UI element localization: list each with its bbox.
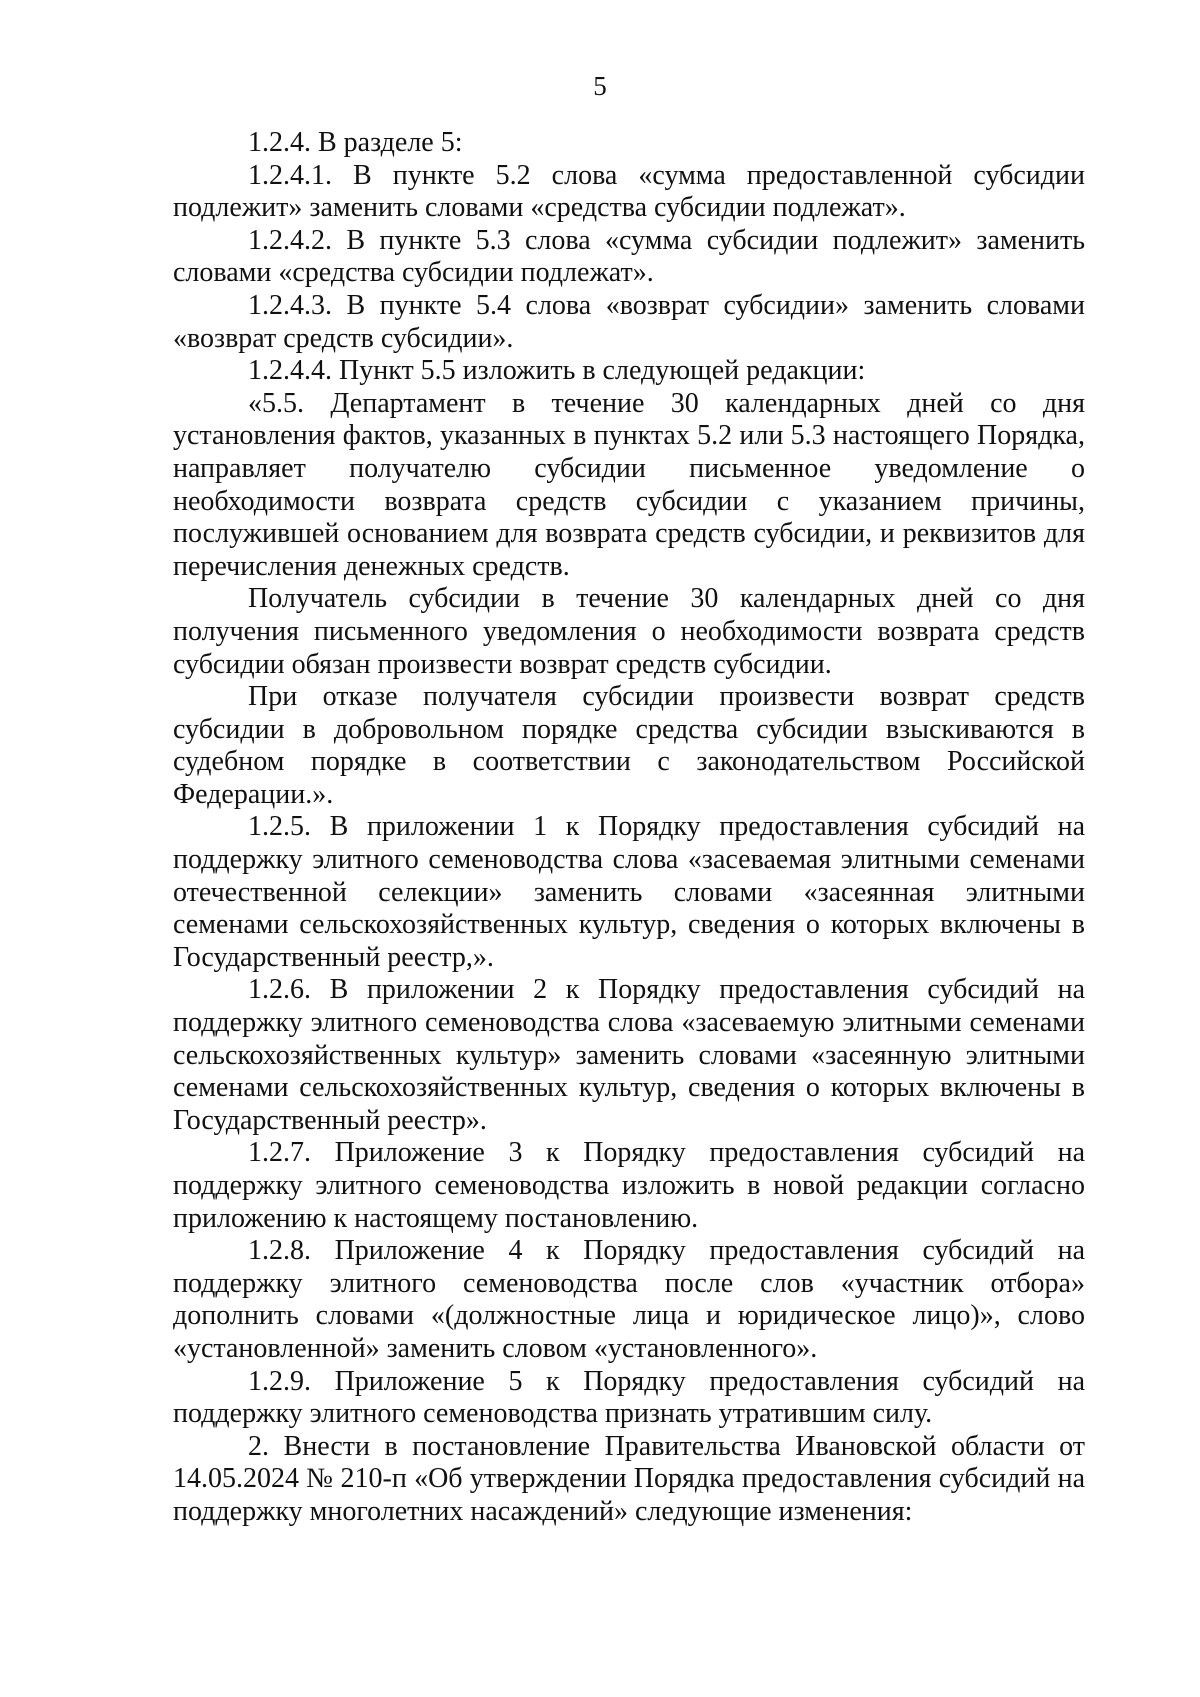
paragraph: 1.2.9. Приложение 5 к Порядку предоставления субсидий на поддержку элитного семеноводства признать утратившим силу. xyxy=(173,1365,1085,1430)
paragraph: «5.5. Департамент в течение 30 календарных дней со дня установления фактов, указанных в пунктах 5.2 или 5.3 настоящего Порядка, направляет получателю субсидии письменное уведомление о необходимости возврата средств субсидии с указанием причины, послужившей основанием для возврата средств субсидии, и реквизитов для перечисления денежных средств. xyxy=(173,387,1085,582)
paragraph: 1.2.4.4. Пункт 5.5 изложить в следующей редакции: xyxy=(248,355,866,387)
paragraph: 1.2.4. В разделе 5: xyxy=(248,127,463,158)
document-body xyxy=(173,127,1085,1529)
paragraph: 1.2.4.1. В пункте 5.2 слова «сумма предоставленной субсидии подлежит» заменить словами «средства субсидии подлежат». xyxy=(173,159,1085,224)
paragraph: 1.2.8. Приложение 4 к Порядку предоставления субсидий на поддержку элитного семеноводства после слов «участник отбора» дополнить словами «(должностные лица и юридическое лицо)», слово «установленной» заменить словом «установленного». xyxy=(173,1235,1085,1364)
paragraph: 1.2.7. Приложение 3 к Порядку предоставления субсидий на поддержку элитного семеноводства изложить в новой редакции согласно приложению к настоящему постановлению. xyxy=(173,1137,1085,1234)
paragraph: 1.2.4.3. В пункте 5.4 слова «возврат субсидии» заменить словами «возврат средств субсидии». xyxy=(173,289,1085,354)
page-number: 5 xyxy=(593,71,607,101)
paragraph: При отказе получателя субсидии произвести возврат средств субсидии в добровольном порядке средства субсидии взыскиваются в судебном порядке в соответствии с законодательством Российской Федерации.». xyxy=(173,681,1085,810)
paragraph: 2. Внести в постановление Правительства Ивановской области от 14.05.2024 № 210-п «Об утверждении Порядка предоставления субсидий на поддержку многолетних насаждений» следующие изменения: xyxy=(173,1430,1085,1527)
paragraph: 1.2.4.2. В пункте 5.3 слова «сумма субсидии подлежит» заменить словами «средства субсидии подлежат». xyxy=(173,224,1085,289)
paragraph: 1.2.5. В приложении 1 к Порядку предоставления субсидий на поддержку элитного семеноводства слова «засеваемая элитными семенами отечественной селекции» заменить словами «засеянная элитными семенами сельскохозяйственных культур, сведения о которых включены в Государственный реестр,». xyxy=(173,811,1085,973)
paragraph: 1.2.6. В приложении 2 к Порядку предоставления субсидий на поддержку элитного семеноводства слова «засеваемую элитными семенами сельскохозяйственных культур» заменить словами «засеянную элитными семенами сельскохозяйственных культур, сведения о которых включены в Государственный реестр». xyxy=(173,974,1085,1136)
paragraph: Получатель субсидии в течение 30 календарных дней со дня получения письменного уведомления о необходимости возврата средств субсидии обязан произвести возврат средств субсидии. xyxy=(173,583,1085,680)
